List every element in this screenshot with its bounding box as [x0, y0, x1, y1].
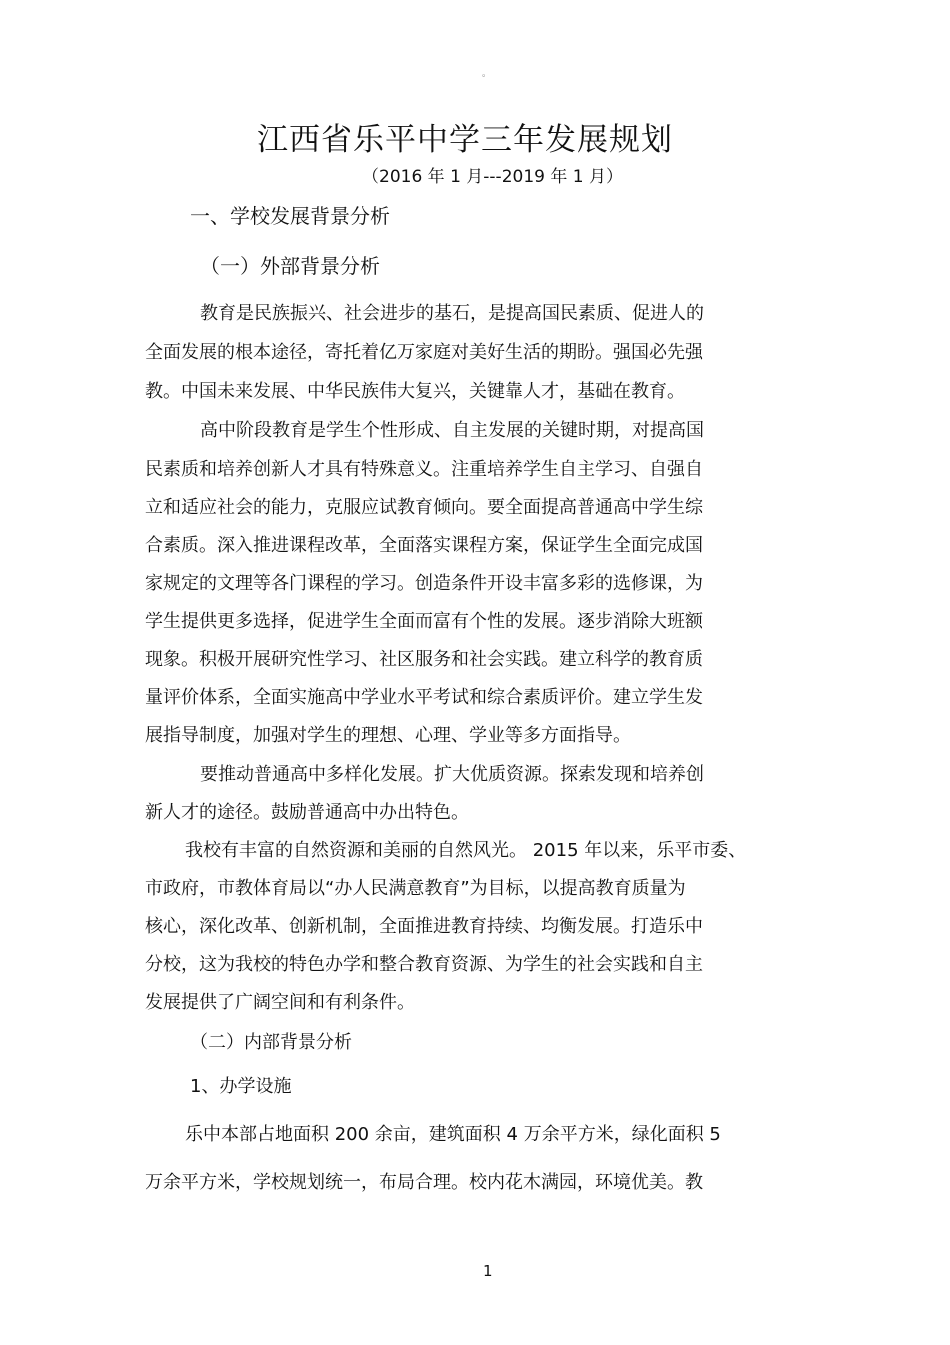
para-line: 发展提供了广阔空间和有利条件。 [145, 992, 415, 1013]
para-line: 高中阶段教育是学生个性形成、自主发展的关键时期，对提高国 [200, 420, 704, 441]
para-line: 要推动普通高中多样化发展。扩大优质资源。探索发现和培养创 [200, 764, 704, 785]
para-line: 民素质和培养创新人才具有特殊意义。注重培养学生自主学习、自强自 [145, 459, 703, 480]
para-line: 分校，这为我校的特色办学和整合教育资源、为学生的社会实践和自主 [145, 954, 703, 975]
header-mark: 。 [482, 69, 492, 79]
para-line: 现象。积极开展研究性学习、社区服务和社会实践。建立科学的教育质 [145, 649, 703, 670]
para-line: 展指导制度，加强对学生的理想、心理、学业等多方面指导。 [145, 725, 631, 746]
para-line: 新人才的途径。鼓励普通高中办出特色。 [145, 802, 469, 823]
para-line: 乐中本部占地面积 200 余亩，建筑面积 4 万余平方米，绿化面积 5 [185, 1124, 721, 1145]
para-line: 合素质。深入推进课程改革，全面落实课程方案，保证学生全面完成国 [145, 535, 703, 556]
para-line: 学生提供更多选择，促进学生全面而富有个性的发展。逐步消除大班额 [145, 611, 703, 632]
para-line: 市政府，市教体育局以“办人民满意教育”为目标，以提高教育质量为 [145, 878, 686, 899]
para-line: 量评价体系，全面实施高中学业水平考试和综合素质评价。建立学生发 [145, 687, 703, 708]
subsection-heading: （二）内部背景分析 [190, 1032, 352, 1053]
document-subtitle: （2016 年 1 月---2019 年 1 月） [362, 167, 623, 187]
para-line: 万余平方米，学校规划统一，布局合理。校内花木满园，环境优美。教 [145, 1172, 703, 1193]
para-line: 教。中国未来发展、中华民族伟大复兴，关键靠人才，基础在教育。 [145, 381, 685, 402]
para-line: 核心，深化改革、创新机制，全面推进教育持续、均衡发展。打造乐中 [145, 916, 703, 937]
subsection-heading: （一）外部背景分析 [200, 254, 380, 278]
para-line: 教育是民族振兴、社会进步的基石，是提高国民素质、促进人的 [200, 303, 704, 324]
section-heading: 一、学校发展背景分析 [190, 204, 390, 228]
para-line: 全面发展的根本途径，寄托着亿万家庭对美好生活的期盼。强国必先强 [145, 342, 703, 363]
para-line: 家规定的文理等各门课程的学习。创造条件开设丰富多彩的选修课，为 [145, 573, 703, 594]
item-heading: 1、办学设施 [190, 1076, 292, 1097]
para-line: 立和适应社会的能力，克服应试教育倾向。要全面提高普通高中学生综 [145, 497, 703, 518]
para-line: 我校有丰富的自然资源和美丽的自然风光。 2015 年以来，乐平市委、 [185, 840, 747, 861]
page-number: 1 [483, 1262, 493, 1280]
document-title: 江西省乐平中学三年发展规划 [257, 122, 673, 158]
